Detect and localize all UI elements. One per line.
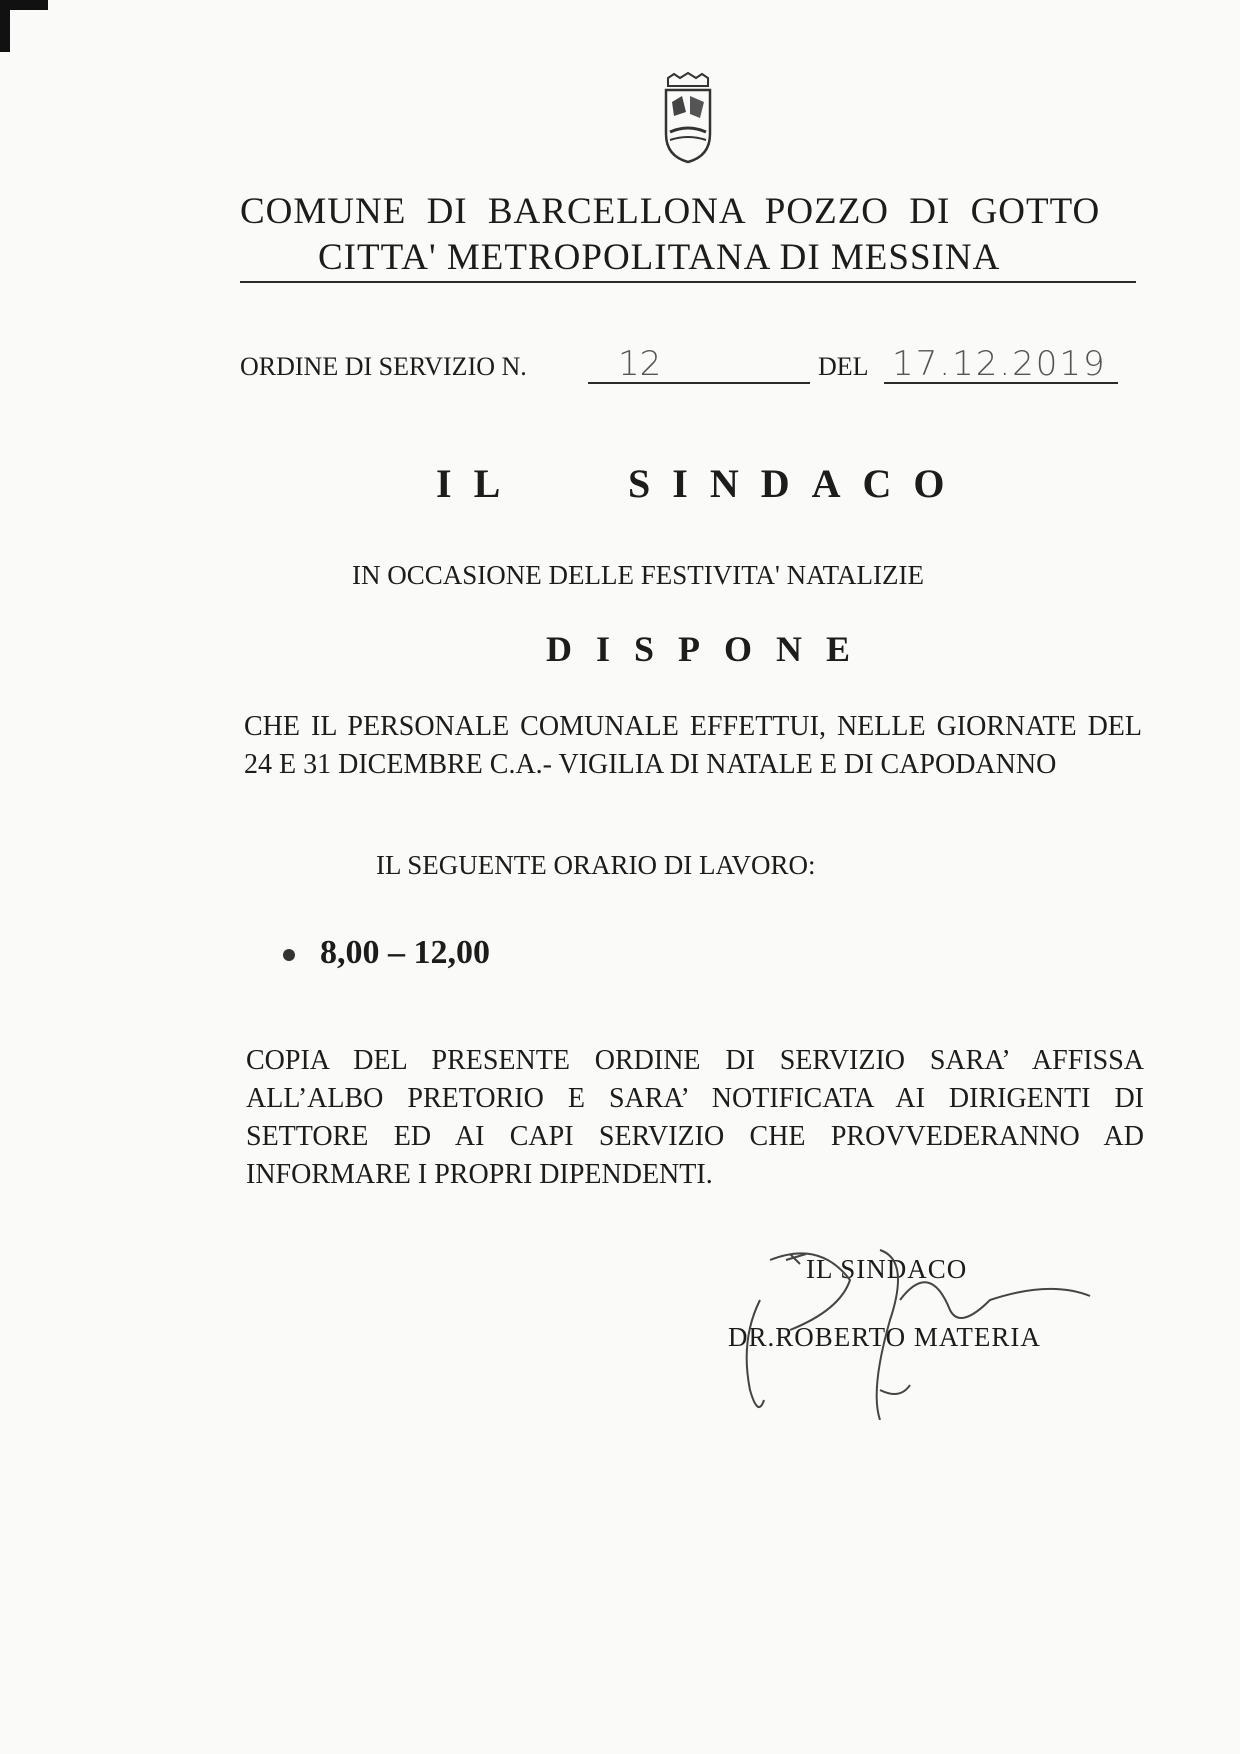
orario-intro: IL SEGUENTE ORARIO DI LAVORO:	[376, 850, 816, 880]
scan-corner-mark	[0, 0, 10, 52]
order-date-label: DEL	[818, 352, 869, 381]
paragraph-copia: COPIA DEL PRESENTE ORDINE DI SERVIZIO SARA’ AFFISSA ALL’ALBO PRETORIO E SARA’ NOTIFICATA AI DIRIGENTI DI SETTORE ED AI CAPI SERVIZIO CHE PROVVEDERANNO AD INFORMARE I PROPRI DIPENDENTI.	[246, 1045, 1144, 1190]
order-number: 12	[588, 344, 810, 384]
municipal-crest-icon	[660, 72, 716, 164]
bullet-icon	[283, 949, 295, 961]
dispone-heading: DISPONE	[546, 629, 875, 669]
order-date: 17.12.2019	[884, 344, 1118, 384]
handwritten-signature	[730, 1240, 1110, 1420]
header-divider	[240, 281, 1136, 283]
orario-value: 8,00 – 12,00	[320, 934, 490, 971]
signature-name: DR.ROBERTO MATERIA	[728, 1322, 1041, 1352]
header-comune: COMUNE DI BARCELLONA POZZO DI GOTTO	[240, 191, 1101, 232]
occasion-line: IN OCCASIONE DELLE FESTIVITA' NATALIZIE	[352, 560, 924, 590]
title-sindaco: SINDACO	[628, 461, 967, 506]
header-citta: CITTA' METROPOLITANA DI MESSINA	[318, 237, 1001, 278]
signature-title: IL SINDACO	[806, 1254, 968, 1284]
order-label: ORDINE DI SERVIZIO N.	[240, 352, 527, 381]
title-il: IL	[436, 461, 523, 506]
paragraph-personale: CHE IL PERSONALE COMUNALE EFFETTUI, NELLE GIORNATE DEL 24 E 31 DICEMBRE C.A.- VIGILIA DI NATALE E DI CAPODANNO	[244, 711, 1142, 780]
